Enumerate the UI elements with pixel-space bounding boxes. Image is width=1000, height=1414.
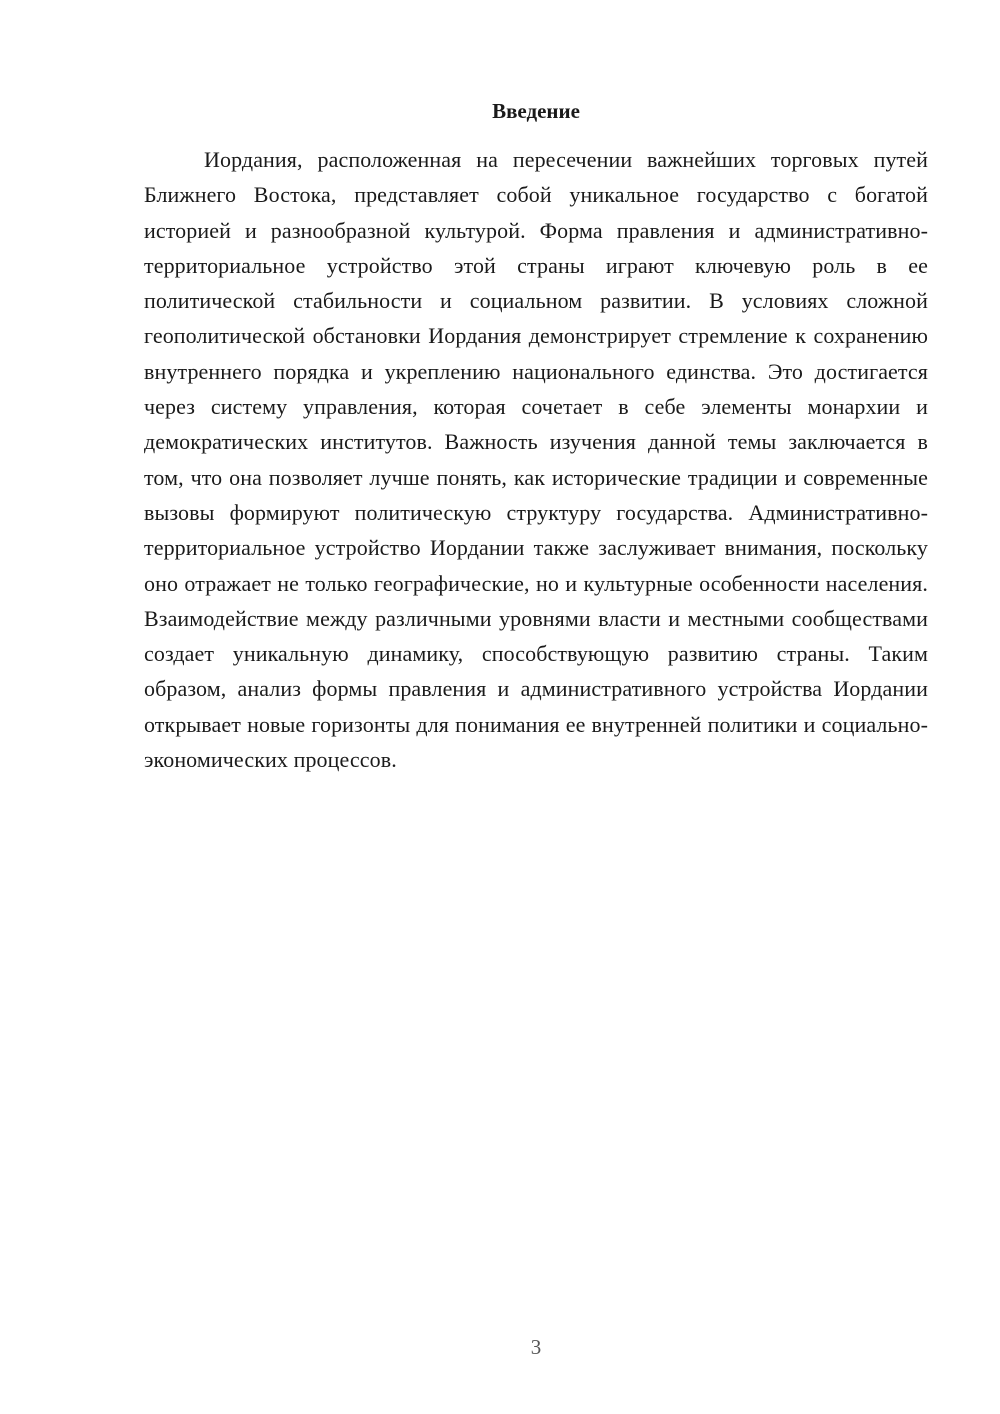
page-number: 3 — [530, 1335, 542, 1359]
body-paragraph: Иордания, расположенная на пересечении важнейших торговых путей Ближнего Востока, представляет собой уникальное государство с богатой историей и разнообразной культурой. Форма правления и административно-территориальное устройство этой страны играют ключевую роль в ее политической стабильности и социальном развитии. В условиях сложной геополитической обстановки Иордания демонстрирует стремление к сохранению внутреннего порядка и укреплению национального единства. Это достигается через систему управления, которая сочетает в себе элементы монархии и демократических институтов. Важность изучения данной темы заключается в том, что она позволяет лучше понять, как исторические традиции и современные вызовы формируют политическую структуру государства. Административно-территориальное устройство Иордании также заслуживает внимания, поскольку оно отражает не только географические, но и культурные особенности населения. Взаимодействие между различными уровнями власти и местными сообществами создает уникальную динамику, способствующую развитию страны. Таким образом, анализ формы правления и административного устройства Иордании открывает новые горизонты для понимания ее внутренней политики и социально-экономических процессов. — [144, 147, 928, 773]
section-heading: Введение — [492, 99, 580, 123]
